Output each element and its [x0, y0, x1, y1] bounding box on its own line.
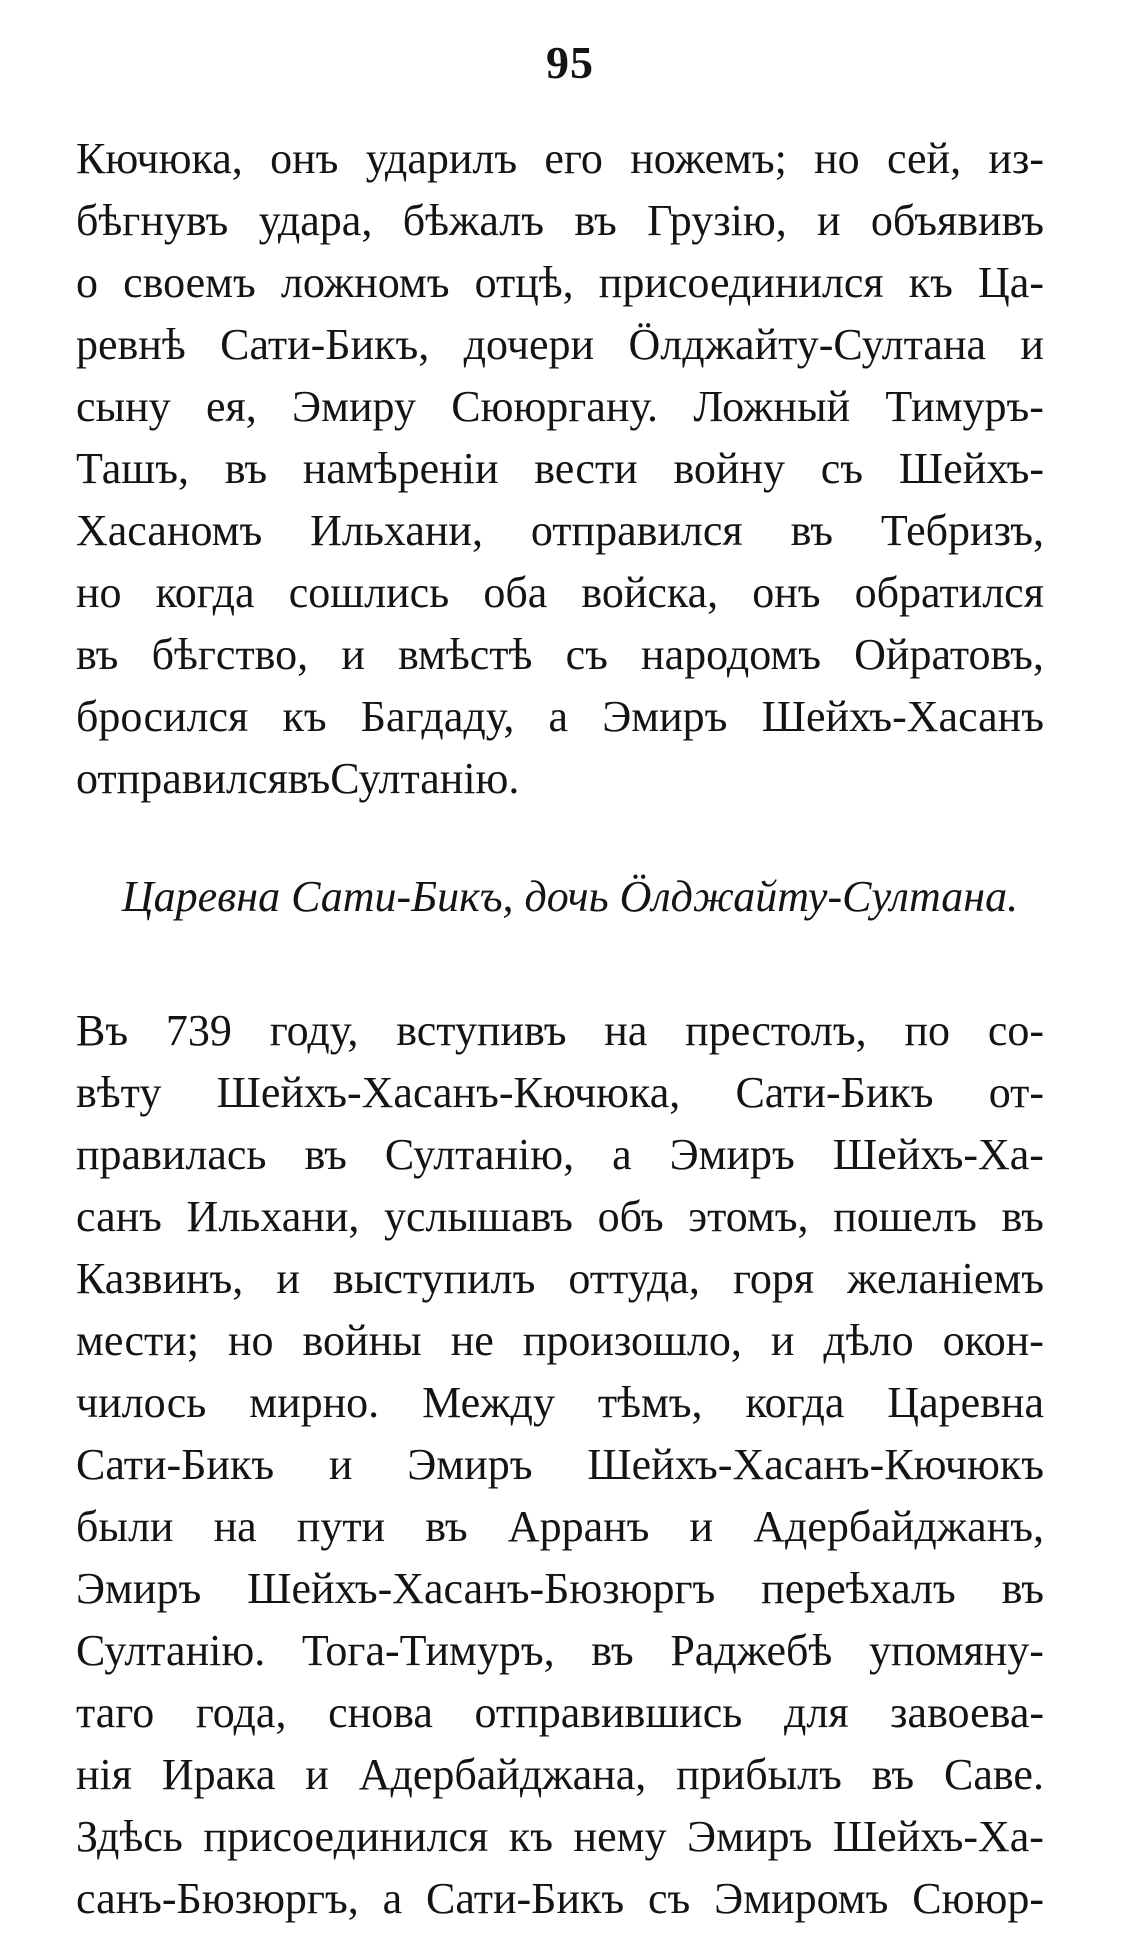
text-line: [76, 1310, 1044, 1372]
word: Эмиръ: [669, 1130, 795, 1179]
word: отправился: [530, 506, 743, 555]
word: отцѣ,: [474, 258, 574, 307]
page-number: 95: [546, 37, 594, 88]
text-line: [76, 1186, 1044, 1248]
word: мести;: [76, 1316, 199, 1365]
word: Сююр-: [912, 1874, 1044, 1923]
text-line: [76, 1558, 1044, 1620]
word: года,: [195, 1688, 287, 1737]
word: и: [328, 1440, 353, 1489]
text-line: [76, 252, 1044, 314]
word: завоева-: [890, 1688, 1044, 1737]
word: и: [305, 1750, 329, 1799]
word: мирно.: [249, 1378, 380, 1427]
word: къ: [908, 258, 953, 307]
word: съ: [820, 444, 864, 493]
text-line: [76, 1124, 1044, 1186]
word: Шейхъ-: [898, 444, 1044, 493]
word: Эмиру: [292, 382, 416, 431]
word: Эмиромъ: [714, 1874, 889, 1923]
word: о: [76, 258, 98, 307]
word: и: [689, 1502, 714, 1551]
word: переѣхалъ: [761, 1564, 956, 1613]
word: Багдаду,: [360, 692, 515, 741]
word: въ: [287, 754, 331, 803]
word: а: [382, 1874, 403, 1923]
word: упомяну-: [868, 1626, 1044, 1675]
word: Тога-Тимуръ,: [301, 1626, 555, 1675]
text-line: [76, 376, 1044, 438]
text-line: [76, 500, 1044, 562]
word: его: [544, 134, 603, 183]
word: Эмиръ: [687, 1812, 813, 1861]
word: Сати-Бикъ: [76, 1440, 275, 1489]
word: престолъ,: [685, 1006, 867, 1055]
word: Адербайджана,: [358, 1750, 647, 1799]
word: Казвинъ,: [76, 1254, 244, 1303]
word: Царевна: [887, 1378, 1044, 1427]
word: оба: [483, 568, 548, 617]
text-line: [76, 1868, 1044, 1930]
word: вмѣстѣ: [398, 630, 533, 679]
word: санъ-Бюзюргъ,: [76, 1874, 359, 1923]
word: въ: [574, 196, 617, 245]
text-line: [76, 1000, 1044, 1062]
word: ножемъ;: [630, 134, 787, 183]
word: Шейхъ-Хасанъ-Кючюкъ: [587, 1440, 1044, 1489]
text-line: [76, 438, 1044, 500]
word: Султанію,: [384, 1130, 575, 1179]
word: Арранъ: [507, 1502, 650, 1551]
word: ея,: [205, 382, 257, 431]
word: онъ: [270, 134, 339, 183]
word: обратился: [854, 568, 1044, 617]
word: къ: [508, 1812, 553, 1861]
word: Въ: [76, 1006, 129, 1055]
word: Ташъ,: [76, 444, 189, 493]
word: но: [228, 1316, 274, 1365]
word: бѣжалъ: [402, 196, 544, 245]
text-line: [76, 128, 1044, 190]
word: на: [604, 1006, 648, 1055]
word: Саве.: [944, 1750, 1044, 1799]
word: въ: [1001, 1564, 1044, 1613]
word: Хасаномъ: [76, 506, 263, 555]
word: услышавъ: [384, 1192, 573, 1241]
word: санъ: [76, 1192, 162, 1241]
word: Раджебѣ: [670, 1626, 833, 1675]
text-line: [76, 562, 1044, 624]
word: Здѣсь: [76, 1812, 183, 1861]
word: присоединился: [203, 1812, 489, 1861]
word: въ: [790, 506, 833, 555]
paragraph-1: [76, 128, 1044, 810]
word: бѣгство,: [151, 630, 309, 679]
word: Ойратовъ,: [854, 630, 1044, 679]
text-line: [76, 624, 1044, 686]
word: въ: [1001, 1192, 1044, 1241]
word: Сати-Бикъ,: [220, 320, 430, 369]
text-line: [76, 1744, 1044, 1806]
word: Шейхъ-Хасанъ-Кючюка,: [216, 1068, 681, 1117]
word: сыну: [76, 382, 171, 431]
word: окон-: [942, 1316, 1044, 1365]
word: Ирака: [161, 1750, 276, 1799]
word: пути: [296, 1502, 386, 1551]
word: Шейхъ-Ха-: [832, 1812, 1044, 1861]
word: произошло,: [522, 1316, 742, 1365]
word: Шейхъ-Ха-: [832, 1130, 1044, 1179]
word: Ильхани,: [310, 506, 483, 555]
word: вѣту: [76, 1068, 162, 1117]
word: вступивъ: [396, 1006, 567, 1055]
word: от-: [988, 1068, 1044, 1117]
word: Ильхани,: [186, 1192, 360, 1241]
word: Кючюка,: [76, 134, 243, 183]
word: были: [76, 1502, 174, 1551]
word: народомъ: [641, 630, 821, 679]
section-heading: Царевна Сати-Бикъ, дочь Öлджайту-Султана.: [121, 872, 1019, 921]
word: Эмиръ: [602, 692, 728, 741]
word: своемъ: [123, 258, 256, 307]
word: Сати-Бикъ: [735, 1068, 934, 1117]
word: прибылъ: [676, 1750, 842, 1799]
word: чилось: [76, 1378, 207, 1427]
word: оттуда,: [568, 1254, 700, 1303]
word: Шейхъ-Хасанъ-Бюзюргъ: [247, 1564, 716, 1613]
word: Тебризъ,: [880, 506, 1044, 555]
word: и: [817, 196, 841, 245]
word: въ: [304, 1130, 347, 1179]
word: на: [213, 1502, 257, 1551]
word: ревнѣ: [76, 320, 186, 369]
word: намѣреніи: [302, 444, 499, 493]
text-line: [76, 1062, 1044, 1124]
word: объявивъ: [870, 196, 1044, 245]
word: Öлджайту-Султана: [628, 320, 987, 369]
word: и: [1020, 320, 1044, 369]
word: Сююргану.: [451, 382, 659, 431]
word: Сати-Бикъ: [426, 1874, 625, 1923]
word: для: [783, 1688, 849, 1737]
word: и: [341, 630, 365, 679]
word: тѣмъ,: [597, 1378, 703, 1427]
text-line: [76, 190, 1044, 252]
word: 739: [165, 1006, 232, 1055]
word: правилась: [76, 1130, 267, 1179]
word: желаніемъ: [847, 1254, 1044, 1303]
word: горя: [732, 1254, 815, 1303]
word: выступилъ: [333, 1254, 536, 1303]
word: войска,: [581, 568, 719, 617]
word: когда: [155, 568, 255, 617]
word: войну: [673, 444, 786, 493]
word: Шейхъ-Хасанъ: [761, 692, 1044, 741]
word: въ: [76, 630, 119, 679]
word: присоединился: [598, 258, 884, 307]
word: въ: [425, 1502, 468, 1551]
word: этомъ,: [688, 1192, 809, 1241]
text-line: [76, 686, 1044, 748]
word: съ: [565, 630, 608, 679]
word: снова: [328, 1688, 433, 1737]
word: из-: [988, 134, 1044, 183]
word: отправившись: [474, 1688, 743, 1737]
text-line: [76, 748, 1044, 810]
word: Эмиръ: [76, 1564, 202, 1613]
word: удара,: [258, 196, 373, 245]
paragraph-2: [76, 1000, 1044, 1930]
word: дѣло: [823, 1316, 914, 1365]
word: дочери: [463, 320, 595, 369]
word: Ложный: [693, 382, 851, 431]
word: таго: [76, 1688, 155, 1737]
word: ударилъ: [365, 134, 518, 183]
word: нему: [573, 1812, 667, 1861]
word: въ: [871, 1750, 915, 1799]
text-line: [76, 1372, 1044, 1434]
word: пошелъ: [833, 1192, 977, 1241]
word: а: [612, 1130, 632, 1179]
word: бросился: [76, 692, 249, 741]
word: вести: [534, 444, 638, 493]
text-line: [76, 1248, 1044, 1310]
word: и: [770, 1316, 795, 1365]
text-line: [76, 1496, 1044, 1558]
word: Эмиръ: [407, 1440, 533, 1489]
word: но: [76, 568, 122, 617]
word: нія: [76, 1750, 133, 1799]
word: по: [904, 1006, 950, 1055]
text-line: [76, 1682, 1044, 1744]
word: войны: [302, 1316, 422, 1365]
word: въ: [224, 444, 268, 493]
word: Адербайджанъ,: [753, 1502, 1044, 1551]
word: не: [450, 1316, 494, 1365]
word: къ: [282, 692, 327, 741]
word: Султанію.: [76, 1626, 266, 1675]
text-line: [76, 1620, 1044, 1682]
word: съ: [648, 1874, 691, 1923]
word: когда: [745, 1378, 845, 1427]
word: бѣгнувъ: [76, 196, 229, 245]
word: онъ: [752, 568, 821, 617]
word: сошлись: [288, 568, 450, 617]
word: Между: [422, 1378, 555, 1427]
word: со-: [987, 1006, 1044, 1055]
text-line: [76, 314, 1044, 376]
word: Тимуръ-: [885, 382, 1044, 431]
word: ложномъ: [280, 258, 450, 307]
word: отправился: [76, 754, 288, 803]
word: въ: [591, 1626, 634, 1675]
word: году,: [269, 1006, 359, 1055]
word: Султанію.: [330, 754, 520, 803]
word: объ: [597, 1192, 664, 1241]
word: сей,: [886, 134, 962, 183]
word: но: [814, 134, 860, 183]
word: Грузію,: [647, 196, 787, 245]
text-line: [76, 1434, 1044, 1496]
word: и: [276, 1254, 300, 1303]
word: а: [548, 692, 569, 741]
word: Ца-: [978, 258, 1044, 307]
text-line: [76, 1806, 1044, 1868]
